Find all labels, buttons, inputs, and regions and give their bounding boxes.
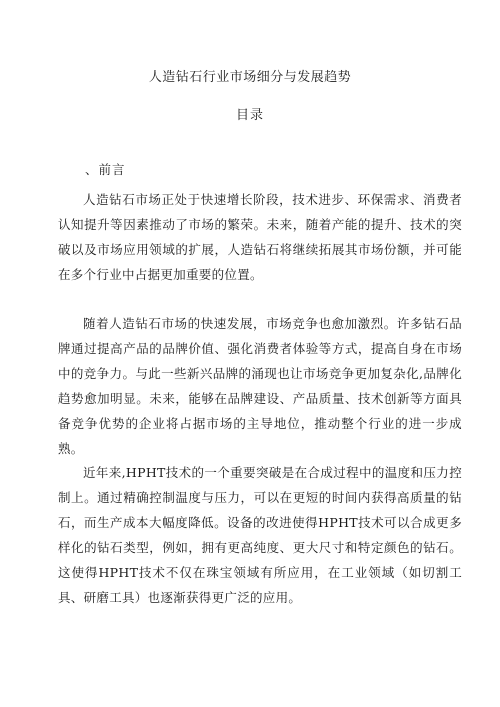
section-heading: 、前言 <box>85 162 126 177</box>
body-paragraph: 近年来,HPHT技术的一个重要突破是在合成过程中的温度和压力控制上。通过精确控制温度与压力，可以在更短的时间内获得高质量的钻石，而生产成本大幅度降低。设备的改进使得HPHT技术可以合成更多样化的钻石类型，例如，拥有更高纯度、更大尺寸和特定颜色的钻石。这使得HPHT技术不仅在珠宝领域有所应用，在工业领域（如切割工具、研磨工具）也逐渐获得更广泛的应用。 <box>58 465 462 605</box>
document-title: 人造钻石行业市场细分与发展趋势 <box>148 70 352 85</box>
body-paragraph: 人造钻石市场正处于快速增长阶段，技术进步、环保需求、消费者认知提升等因素推动了市场的繁荣。未来，随着产能的提升、技术的突破以及市场应用领域的扩展，人造钻石将继续拓展其市场份额，并可能在多个行业中占据更加重要的位置。 <box>58 192 462 282</box>
body-paragraph: 随着人造钻石市场的快速发展，市场竞争也愈加激烈。许多钻石品牌通过提高产品的品牌价值、强化消费者体验等方式，提高自身在市场中的竞争力。与此一些新兴品牌的涌现也让市场竞争更加复杂化,品牌化趋势愈加明显。未来，能够在品牌建设、产品质量、技术创新等方面具备竞争优势的企业将占据市场的主导地位，推动整个行业的进一步成熟。 <box>58 316 462 456</box>
toc-heading: 目录 <box>235 108 264 123</box>
